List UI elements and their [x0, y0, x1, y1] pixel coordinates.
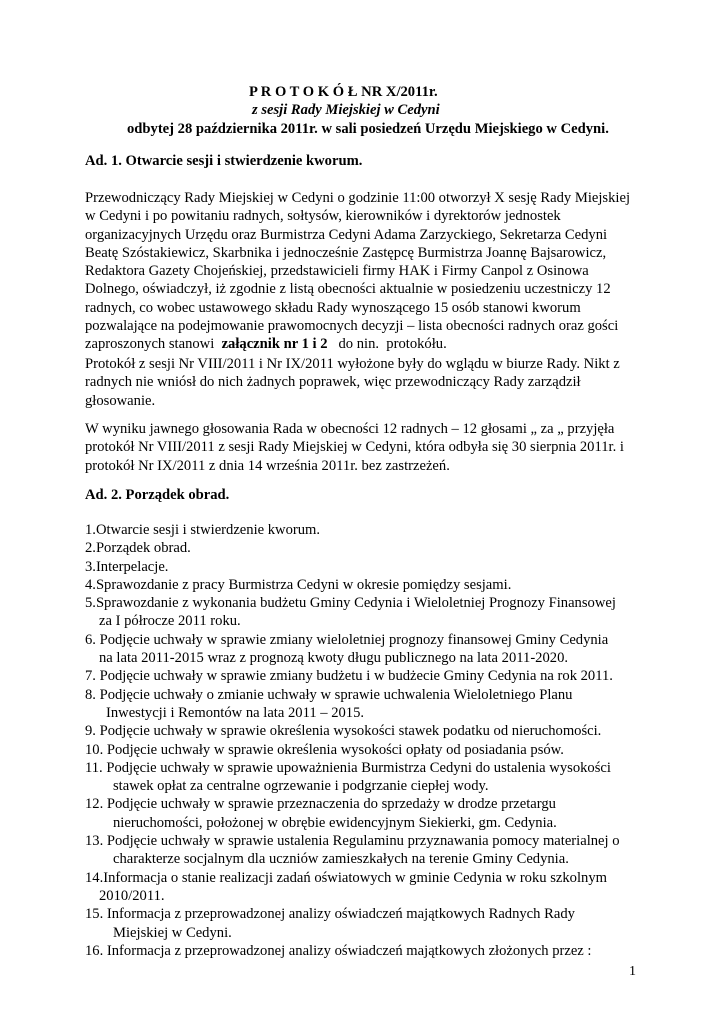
list-item-continuation: na lata 2011-2015 wraz z prognozą kwoty długu publicznego na lata 2011-2020. — [99, 650, 569, 667]
paragraph-line — [85, 335, 660, 353]
title-line-2: z sesji Rady Miejskiej w Cedyni — [252, 102, 440, 119]
list-item: 16. Informacja z przeprowadzonej analizy oświadczeń majątkowych złożonych przez : — [85, 942, 592, 959]
title-line-1: P R O T O K Ó Ł NR X/2011r. — [249, 84, 438, 100]
list-item: 8. Podjęcie uchwały o zmianie uchwały w sprawie uchwalenia Wieloletniego Planu — [85, 686, 573, 703]
list-item-continuation: nieruchomości, położonej w obrębie ewidencyjnym Siekierki, gm. Cedynia. — [113, 814, 557, 831]
list-item: 3.Interpelacje. — [85, 558, 169, 575]
paragraph-line: protokół Nr IX/2011 z dnia 14 września 2011r. bez zastrzeżeń. — [85, 457, 450, 474]
list-item-continuation: za I półrocze 2011 roku. — [99, 613, 241, 630]
title-line-3: odbytej 28 października 2011r. w sali posiedzeń Urzędu Miejskiego w Cedyni. — [127, 120, 609, 137]
paragraph-line: radnych, co wobec ustawowego składu Rady wynoszącego 15 osób stanowi kworum — [85, 299, 581, 316]
list-item: 13. Podjęcie uchwały w sprawie ustalenia Regulaminu przyznawania pomocy materialnej o — [85, 833, 620, 850]
paragraph-line: W wyniku jawnego głosowania Rada w obecności 12 radnych – 12 głosami „ za „ przyjęła — [85, 421, 615, 437]
paragraph-line: Dolnego, oświadczył, iż zgodnie z listą obecności aktualnie w posiedzeniu uczestniczy 12 — [85, 281, 611, 298]
attachment-reference: załącznik nr 1 i 2 — [221, 336, 328, 353]
list-item: 12. Podjęcie uchwały w sprawie przeznaczenia do sprzedaży w drodze przetargu — [85, 796, 556, 813]
paragraph-line: Przewodniczący Rady Miejskiej w Cedyni o godzinie 11:00 otworzył X sesję Rady Miejskiej — [85, 190, 630, 206]
list-item-continuation: stawek opłat za centralne ogrzewanie i podgrzanie ciepłej wody. — [113, 778, 489, 795]
list-item: 6. Podjęcie uchwały w sprawie zmiany wieloletniej prognozy finansowej Gminy Cedynia — [85, 631, 609, 648]
paragraph-line: pozwalające na podejmowanie prawomocnych decyzji – lista obecności radnych oraz gości — [85, 318, 619, 335]
paragraph-line: Redaktora Gazety Chojeńskiej, przedstawicieli firmy HAK i Firmy Canpol z Osinowa — [85, 263, 589, 280]
list-item: 4.Sprawozdanie z pracy Burmistrza Cedyni w okresie pomiędzy sesjami. — [85, 576, 512, 593]
list-item-continuation: 2010/2011. — [99, 887, 165, 904]
list-item: 9. Podjęcie uchwały w sprawie określenia wysokości stawek podatku od nieruchomości. — [85, 723, 602, 740]
ad1-paragraph-3 — [85, 420, 660, 475]
protocol-title — [110, 83, 710, 138]
list-item: 2.Porządek obrad. — [85, 540, 191, 557]
ad1-heading: Ad. 1. Otwarcie sesji i stwierdzenie kworum. — [85, 153, 363, 169]
list-item: 10. Podjęcie uchwały w sprawie określenia wysokości opłaty od posiadania psów. — [85, 741, 564, 758]
paragraph-line: organizacyjnych Urzędu oraz Burmistrza Cedyni Adama Zarzyckiego, Sekretarza Cedyni — [85, 226, 608, 243]
paragraph-line: radnych nie wniósł do nich żadnych poprawek, więc przewodniczący Rady zarządził — [85, 374, 581, 391]
ad2-heading: Ad. 2. Porządek obrad. — [85, 487, 230, 503]
paragraph-line: Protokół z sesji Nr VIII/2011 i Nr IX/2011 wyłożone były do wglądu w biurze Rady. Nikt z — [85, 356, 620, 372]
list-item: 15. Informacja z przeprowadzonej analizy oświadczeń majątkowych Radnych Rady — [85, 906, 575, 923]
list-item: 7. Podjęcie uchwały w sprawie zmiany budżetu i w budżecie Gminy Cedynia na rok 2011. — [85, 668, 613, 685]
paragraph-line: w Cedyni i po powitaniu radnych, sołtysów, kierowników i dyrektorów jednostek — [85, 208, 561, 225]
ad1-paragraph-1 — [85, 189, 660, 354]
line-text: do nin. protokółu. — [327, 336, 447, 353]
agenda-list — [85, 521, 665, 960]
list-item-continuation: Miejskiej w Cedyni. — [113, 924, 232, 941]
paragraph-line: Beatę Szóstakiewicz, Skarbnika i jednocześnie Zastępcę Burmistrza Joannę Bajsarowicz, — [85, 244, 607, 261]
list-item: 14.Informacja o stanie realizacji zadań oświatowych w gminie Cedynia w roku szkolnym — [85, 869, 607, 886]
list-item-continuation: Inwestycji i Remontów na lata 2011 – 2015. — [106, 704, 365, 721]
paragraph-line: głosowanie. — [85, 392, 156, 409]
list-item: 5.Sprawozdanie z wykonania budżetu Gminy Cedynia i Wieloletniej Prognozy Finansowej — [85, 595, 616, 612]
list-item: 11. Podjęcie uchwały w sprawie upoważnienia Burmistrza Cedyni do ustalenia wysokości — [85, 759, 611, 776]
page-number: 1 — [629, 964, 636, 979]
line-text: zaproszonych stanowi — [85, 336, 222, 353]
list-item-continuation: charakterze socjalnym dla uczniów zamieszkałych na terenie Gminy Cedynia. — [113, 851, 569, 868]
ad1-paragraph-2 — [85, 355, 660, 410]
list-item: 1.Otwarcie sesji i stwierdzenie kworum. — [85, 522, 321, 538]
paragraph-line: protokół Nr VIII/2011 z sesji Rady Miejskiej w Cedyni, która odbyła się 30 sierpnia 2011r. i — [85, 439, 624, 456]
